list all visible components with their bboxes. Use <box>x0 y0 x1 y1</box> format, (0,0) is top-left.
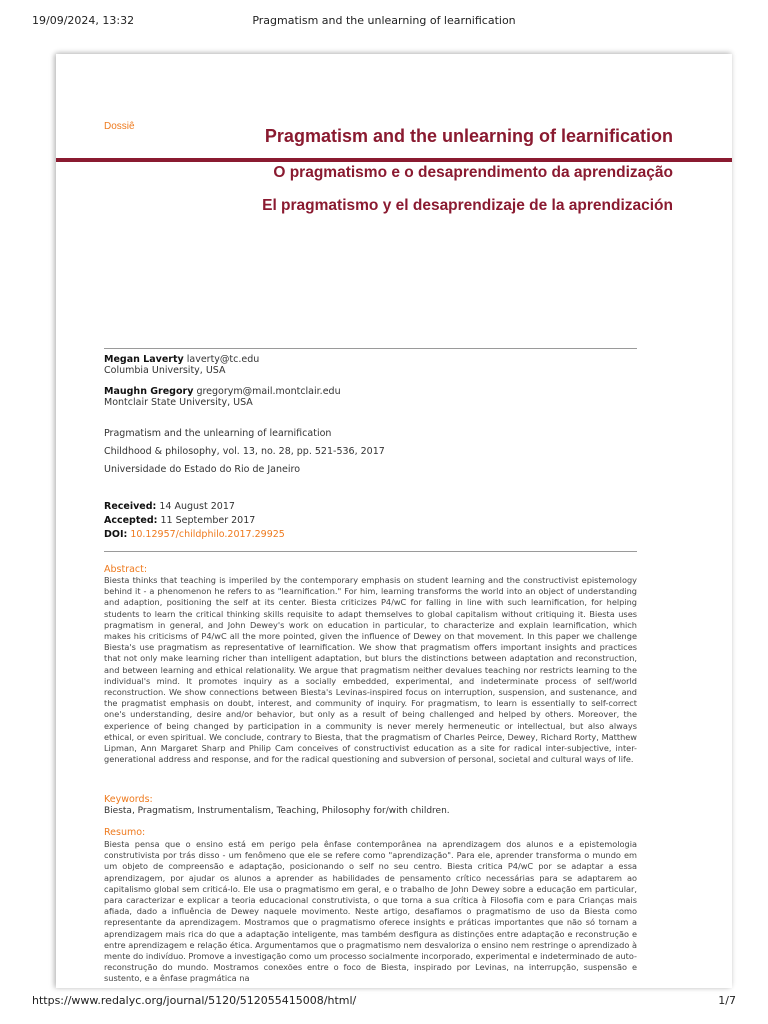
publisher: Universidade do Estado do Rio de Janeiro <box>104 464 301 475</box>
resumo-label: Resumo: <box>104 827 146 838</box>
divider <box>104 348 637 349</box>
abstract-text: Biesta thinks that teaching is imperiled by the contemporary emphasis on student learning and the constructivist epistemology behind it - a phenomenon he refers to as "learnification." For him, learning transforms the world into an object of understanding and adaption, positioning the self at its center. Biesta criticizes P4/wC for falling in line with such learnification, for helping students to learn the critical thinking skills requisite to adapt themselves to global capitalism without critiquing it. Biesta uses pragmatism in general, and John Dewey's work on education in particular, to characterize and explain learnification, which makes his criticisms of P4/wC all the more pointed, given the influence of Dewey on that movement. In this paper we challenge Biesta's use pragmatism as representative of learnification. We show that pragmatism offers important insights and practices that not only make learning richer than intelligent adaptation, but blurs the distinctions between adaptation and reconstruction, and between learning and ethical relationality. We argue that pragmatism neither devalues teaching nor restricts learning to the individual's mind. It promotes inquiry as a socially embedded, experimental, and indeterminate process of self/world reconstruction. We show connections between Biesta's Levinas-inspired focus on interruption, suspension, and sustenance, and the pragmatist emphasis on doubt, interest, and community of inquiry. For pragmatism, to learn is essentially to self-correct one's understanding, desire and/or behavior, but only as a result of being challenged and helped by others. Moreover, the experience of being changed by participation in a community is never merely hermeneutic or intellectual, but also always ethical, or even spiritual. We conclude, contrary to Biesta, that the pragmatism of Charles Peirce, Dewey, Richard Rorty, Matthew Lipman, Ann Margaret Sharp and Philip Cam conceives of constructivist education as a site for radical inter-subjective, inter-generational address and response, and for the radical questioning and subversion of personal, societal and cultural ways of life. <box>104 575 637 765</box>
keywords-label: Keywords: <box>104 794 153 805</box>
accepted-label: Accepted: <box>104 515 158 526</box>
print-page-title: Pragmatism and the unlearning of learnification <box>252 14 516 27</box>
received-label: Received: <box>104 501 157 512</box>
abstract-label: Abstract: <box>104 564 148 575</box>
author-block-2 <box>104 386 637 408</box>
section-label: Dossiê <box>104 121 135 132</box>
title-spanish: El pragmatismo y el desaprendizaje de la aprendización <box>262 197 673 214</box>
journal-info: Childhood & philosophy, vol. 13, no. 28, pp. 521-536, 2017 <box>104 446 385 457</box>
citation-title: Pragmatism and the unlearning of learnification <box>104 428 332 439</box>
divider <box>104 551 637 552</box>
author-email[interactable]: gregorym@mail.montclair.edu <box>196 386 341 397</box>
author-affiliation: Montclair State University, USA <box>104 397 253 408</box>
author-name: Maughn Gregory <box>104 386 194 397</box>
author-name: Megan Laverty <box>104 354 184 365</box>
resumo-text: Biesta pensa que o ensino está em perigo pela ênfase contemporânea na aprendizagem dos alunos e a epistemologia construtivista por trás disso - um fenômeno que ele se refere como "aprendização". Para ele, aprender transforma o mundo em um objeto de compreensão e adaptação, posicionando o self no seu centro. Biesta critica P4/wC por se adaptar a essa aprendizagem, por ajudar os alunos a aprender as habilidades de pensamento crítico necessárias para se adaptarem ao capitalismo global sem criticá-lo. Ele usa o pragmatismo em geral, e o trabalho de John Dewey sobre a educação em particular, para caracterizar e explicar a teoria educacional construtivista, o que torna a sua crítica à Filosofia com e para Crianças mais afiada, dado a influência de Dewey naquele movimento. Neste artigo, desafiamos o pragmatismo de uso da Biesta como representante da aprendizagem. Mostramos que o pragmatismo oferece insights e práticas importantes que não só tornam a aprendizagem mais rica do que a adaptação inteligente, mas também desfigura as distinções entre adaptação e reconstrução e entre aprendizagem e relação ética. Argumentamos que o pragmatismo nem desvaloriza o ensino nem restringe o aprendizado à mente do indivíduo. Promove a investigação como um processo socialmente incorporado, experimental e indeterminado de auto-reconstrução do mundo. Mostramos conexões entre o foco de Biesta, inspirado por Levinas, na interrupção, suspensão e sustento, e a ênfase pragmática na <box>104 839 637 984</box>
keywords-text: Biesta, Pragmatism, Instrumentalism, Teaching, Philosophy for/with children. <box>104 806 450 816</box>
doi-link[interactable]: 10.12957/childphilo.2017.29925 <box>130 529 285 540</box>
print-header <box>32 14 736 30</box>
print-datetime: 19/09/2024, 13:32 <box>32 14 135 27</box>
received-date <box>104 501 637 512</box>
print-footer <box>32 994 736 1010</box>
author-block-1 <box>104 354 637 376</box>
doi-label: DOI: <box>104 529 128 540</box>
doi <box>104 529 637 540</box>
accepted-value: 11 September 2017 <box>160 515 256 526</box>
article-titles <box>253 124 673 216</box>
title-english: Pragmatism and the unlearning of learnification <box>264 126 673 146</box>
author-affiliation: Columbia University, USA <box>104 365 226 376</box>
received-value: 14 August 2017 <box>159 501 235 512</box>
page-url: https://www.redalyc.org/journal/5120/512055415008/html/ <box>32 994 357 1007</box>
author-email[interactable]: laverty@tc.edu <box>186 354 260 365</box>
page-number: 1/7 <box>718 994 736 1007</box>
title-portuguese: O pragmatismo e o desaprendimento da aprendização <box>273 164 673 181</box>
accepted-date <box>104 515 637 526</box>
